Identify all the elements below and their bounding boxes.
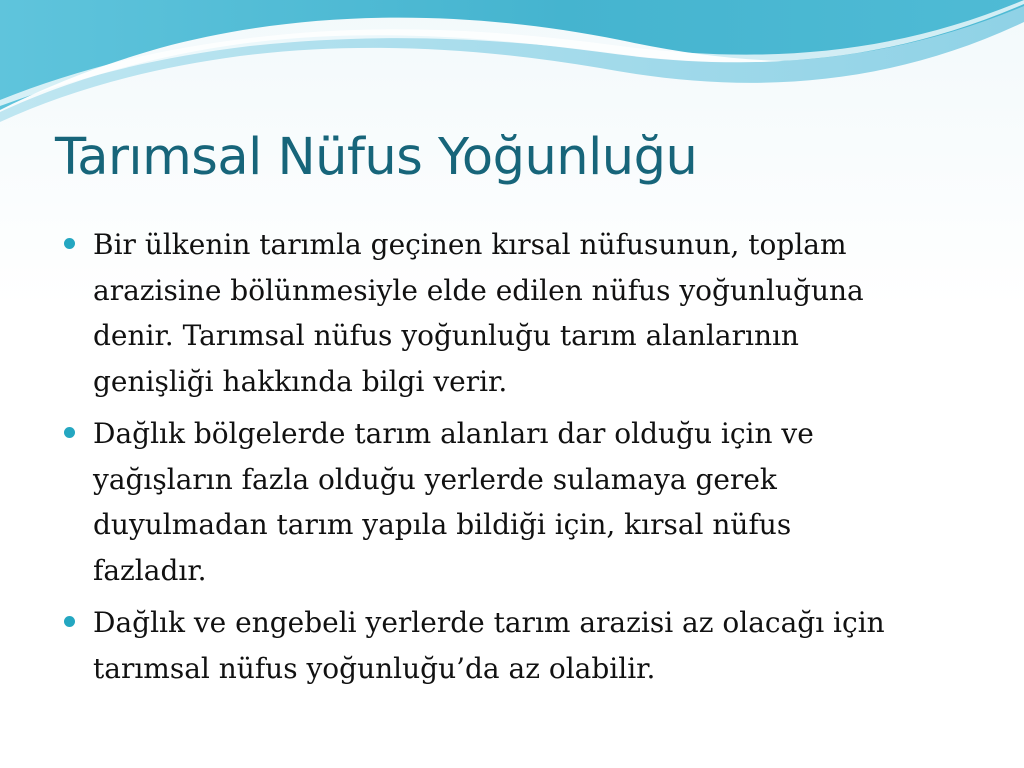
bullet-line: Dağlık bölgelerde tarım alanları dar olduğu için ve [93,417,814,450]
bullet-icon [64,238,75,249]
bullet-line: yağışların fazla olduğu yerlerde sulamaya gerek [93,462,777,496]
bullet-item [62,600,982,691]
bullet-list [62,222,982,698]
bullet-line: Dağlık ve engebeli yerlerde tarım arazisi az olacağı için [93,606,885,639]
bullet-line: genişliği hakkında bilgi verir. [93,364,508,398]
bullet-line: tarımsal nüfus yoğunluğu’da az olabilir. [93,651,656,685]
bullet-line: denir. Tarımsal nüfus yoğunluğu tarım alanlarının [93,319,799,352]
bullet-line: fazladır. [93,553,207,587]
slide-title: Tarımsal Nüfus Yoğunluğu [55,128,698,187]
bullet-line: duyulmadan tarım yapıla bildiği için, kırsal nüfus [93,508,792,541]
bullet-item [62,411,982,593]
bullet-line: arazisine bölünmesiyle elde edilen nüfus yoğunluğuna [93,273,864,307]
bullet-item [62,222,982,404]
bullet-line: Bir ülkenin tarımla geçinen kırsal nüfusunun, toplam [93,228,847,261]
decorative-wave-header [0,0,1024,130]
bullet-icon [64,427,75,438]
bullet-icon [64,616,75,627]
